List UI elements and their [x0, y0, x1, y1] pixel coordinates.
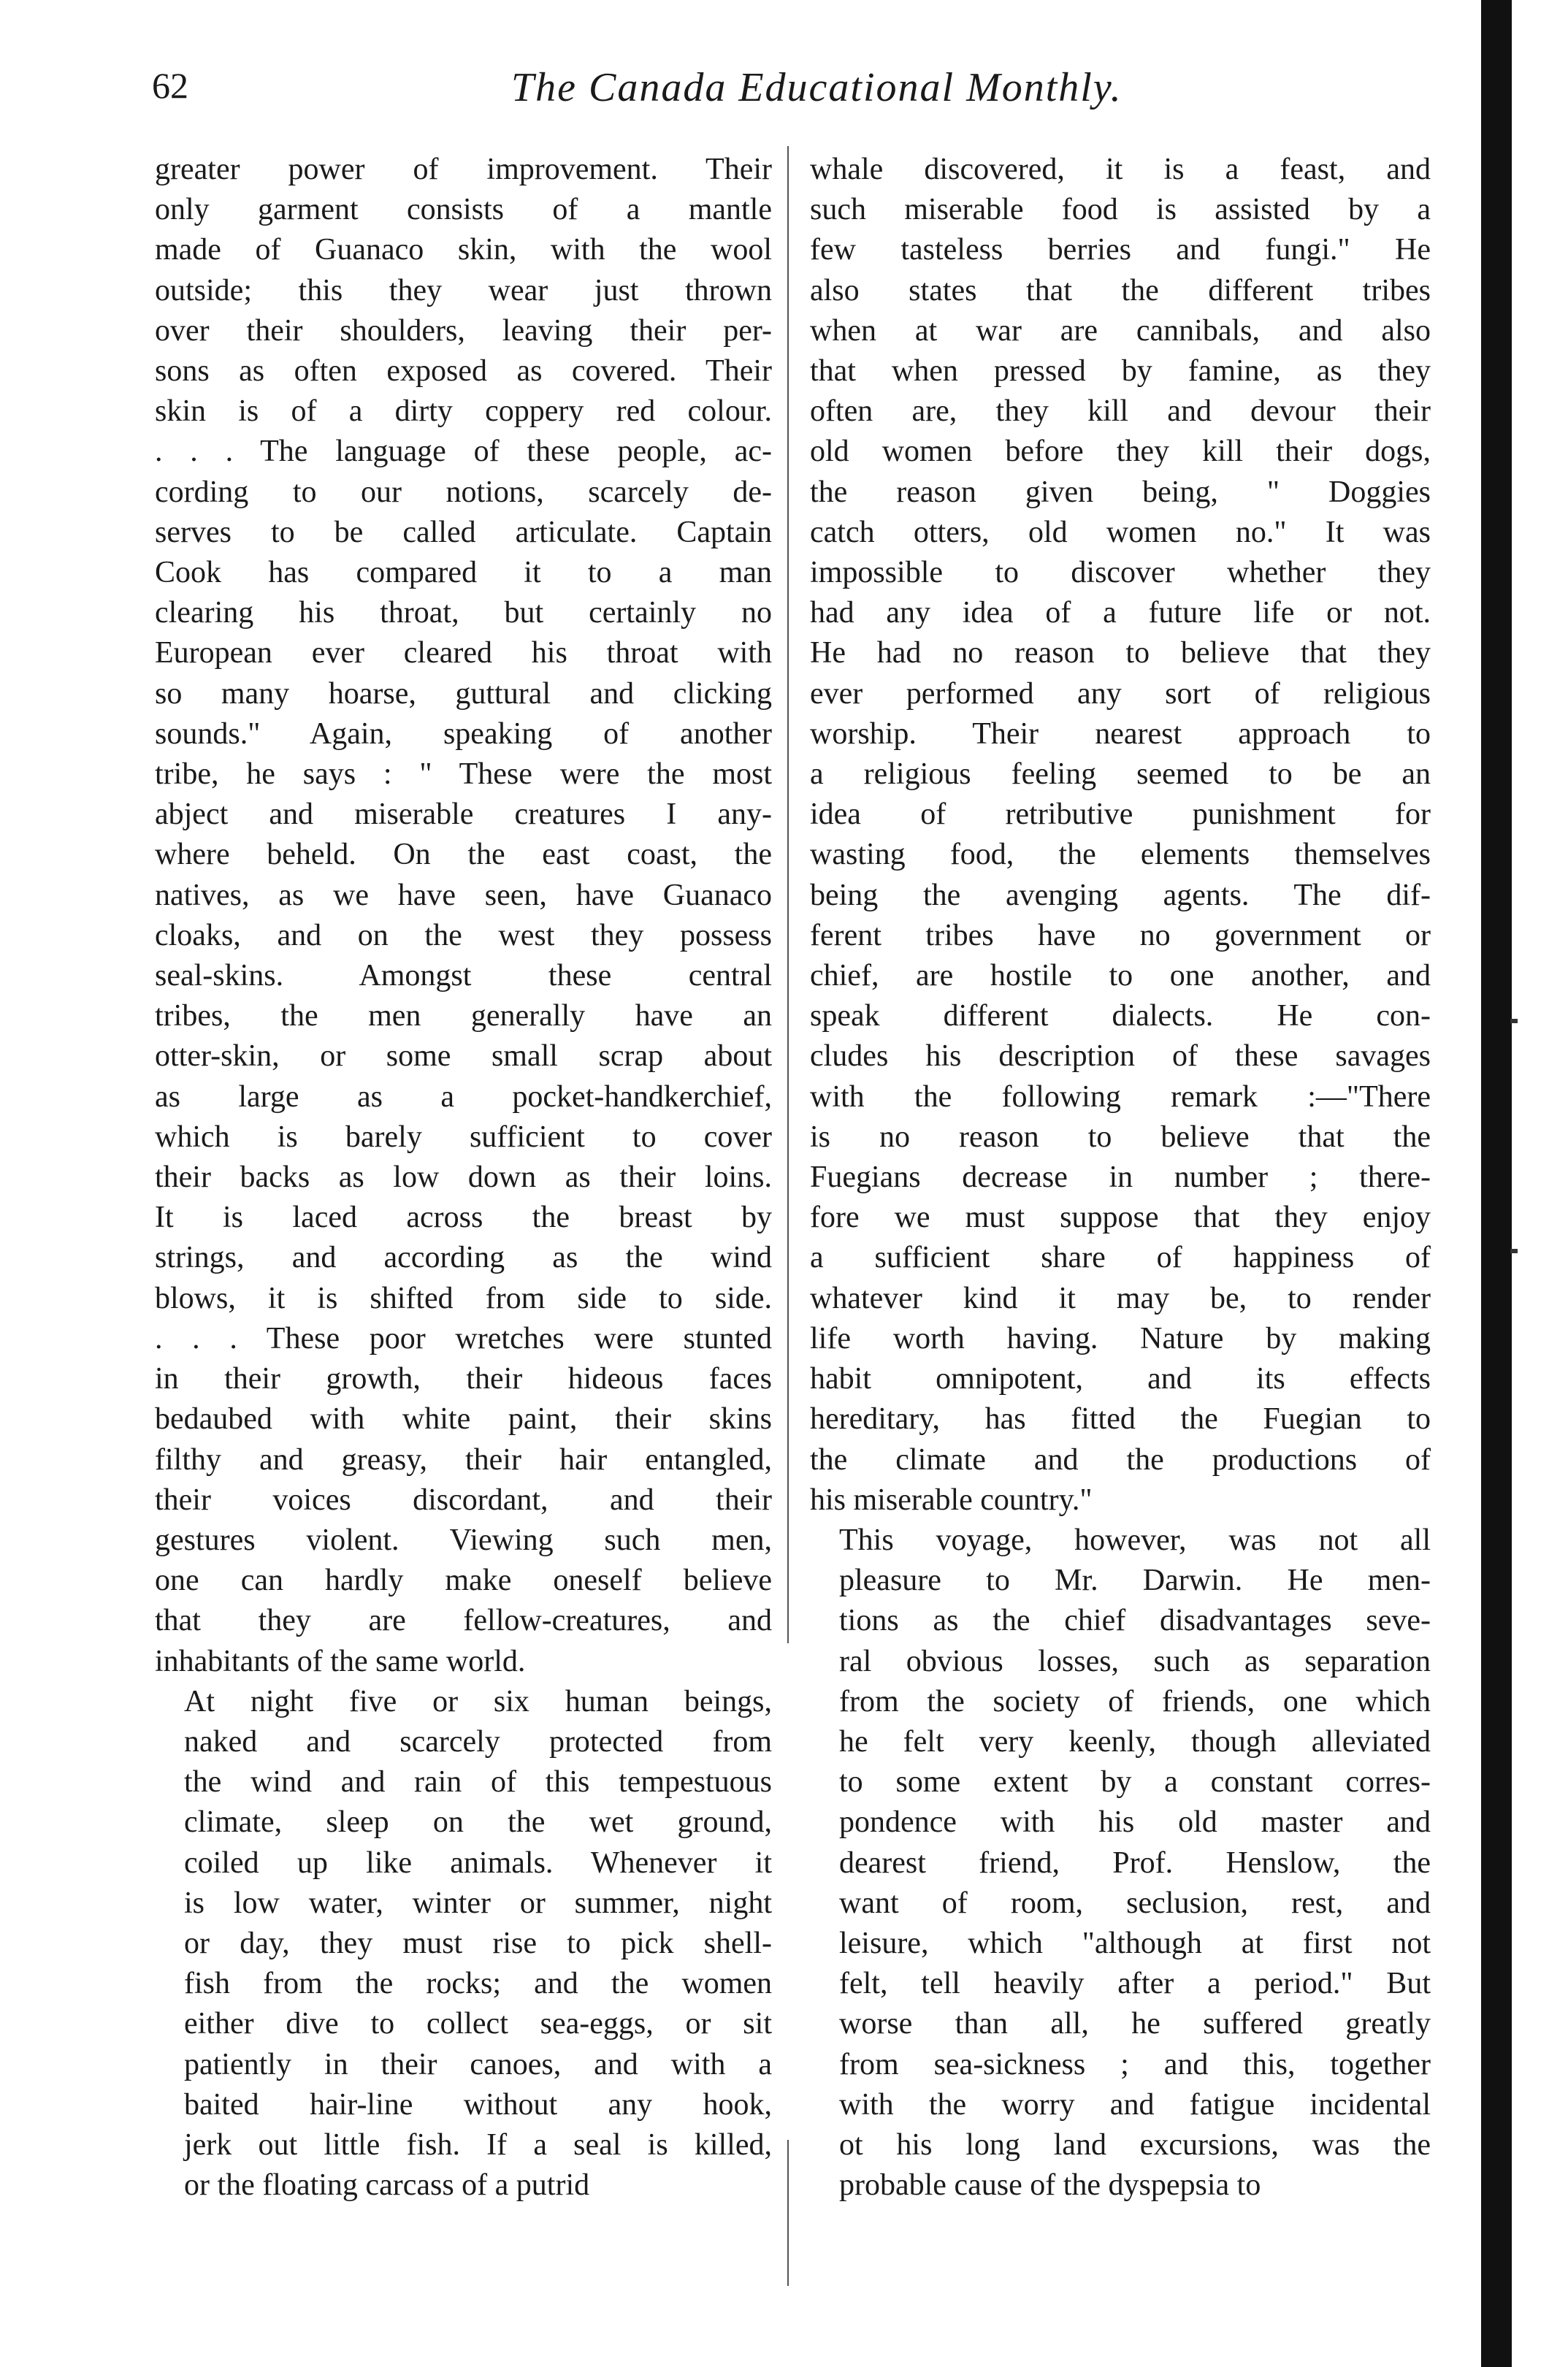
text-line: from sea-sickness ; and this, together	[839, 2047, 1431, 2081]
text-line: which is barely sufficient to cover	[155, 1120, 772, 1154]
text-line: is low water, winter or summer, night	[184, 1886, 772, 1920]
text-line: tribes, the men generally have an	[155, 999, 772, 1033]
text-line: his miserable country."	[810, 1483, 1093, 1517]
text-line: their backs as low down as their loins.	[155, 1160, 772, 1195]
text-line: being the avenging agents. The dif-	[810, 878, 1431, 912]
text-line: want of room, seclusion, rest, and	[839, 1886, 1431, 1920]
text-line: dearest friend, Prof. Henslow, the	[839, 1846, 1431, 1880]
text-line: made of Guanaco skin, with the wool	[155, 233, 772, 267]
text-line: It is laced across the breast by	[155, 1201, 772, 1235]
text-line: with the following remark :—"There	[810, 1079, 1431, 1114]
text-line: filthy and greasy, their hair entangled,	[155, 1442, 772, 1477]
left-paragraph-1	[155, 150, 772, 1682]
text-line: This voyage, however, was not all	[839, 1523, 1431, 1557]
text-line: . . . These poor wretches were stunted	[155, 1321, 772, 1355]
text-line: tions as the chief disadvantages seve-	[839, 1604, 1431, 1638]
text-line: or day, they must rise to pick shell-	[184, 1926, 772, 1960]
text-line: serves to be called articulate. Captain	[155, 515, 772, 549]
column-rule-upper	[787, 146, 789, 1643]
text-line: few tasteless berries and fungi." He	[810, 233, 1431, 267]
text-line: worship. Their nearest approach to	[810, 716, 1431, 751]
text-line: clearing his throat, but certainly no	[155, 596, 772, 630]
text-line: whatever kind it may be, to render	[810, 1281, 1431, 1315]
text-line: in their growth, their hideous faces	[155, 1362, 772, 1396]
text-line: fore we must suppose that they enjoy	[810, 1201, 1431, 1235]
text-line: sounds." Again, speaking of another	[155, 716, 772, 751]
text-line: the climate and the productions of	[810, 1442, 1431, 1477]
text-line: old women before they kill their dogs,	[810, 435, 1431, 469]
text-line: when at war are cannibals, and also	[810, 313, 1431, 348]
text-line: whale discovered, it is a feast, and	[810, 153, 1431, 186]
text-line: European ever cleared his throat with	[155, 636, 772, 670]
text-line: inhabitants of the same world.	[155, 1644, 526, 1678]
text-line: cloaks, and on the west they possess	[155, 918, 772, 952]
text-line: ral obvious losses, such as separation	[839, 1644, 1431, 1678]
text-line: cording to our notions, scarcely de-	[155, 475, 772, 509]
text-line: with the worry and fatigue incidental	[839, 2087, 1431, 2122]
text-line: such miserable food is assisted by a	[810, 193, 1431, 227]
text-line: from the society of friends, one which	[839, 1684, 1431, 1718]
text-line: seal-skins. Amongst these central	[155, 959, 772, 993]
text-line: coiled up like animals. Whenever it	[184, 1846, 772, 1880]
text-line: climate, sleep on the wet ground,	[184, 1805, 772, 1840]
text-line: that when pressed by famine, as they	[810, 354, 1431, 389]
scan-edge-mark	[1510, 1019, 1518, 1023]
text-line: patiently in their canoes, and with a	[184, 2047, 772, 2081]
text-line: greater power of improvement. Their	[155, 153, 772, 186]
text-line: probable cause of the dyspepsia to	[839, 2168, 1261, 2203]
text-line: is no reason to believe that the	[810, 1120, 1431, 1154]
text-line: Fuegians decrease in number ; there-	[810, 1160, 1431, 1195]
text-line: also states that the different tribes	[810, 273, 1431, 307]
right-column	[810, 150, 1431, 2206]
text-line: ot his long land excursions, was the	[839, 2127, 1431, 2162]
text-line: tribe, he says : " These were the most	[155, 757, 772, 792]
text-line: chief, are hostile to one another, and	[810, 959, 1431, 993]
text-line: Cook has compared it to a man	[155, 556, 772, 590]
running-title: The Canada Educational Monthly.	[511, 65, 1123, 110]
text-line: gestures violent. Viewing such men,	[155, 1523, 772, 1557]
text-line: wasting food, the elements themselves	[810, 838, 1431, 872]
text-line: leisure, which "although at first not	[839, 1926, 1431, 1960]
text-line: naked and scarcely protected from	[184, 1724, 772, 1759]
text-line: jerk out little fish. If a seal is killed,	[184, 2127, 772, 2162]
text-line: natives, as we have seen, have Guanaco	[155, 878, 772, 912]
text-line: speak different dialects. He con-	[810, 999, 1431, 1033]
text-line: or the floating carcass of a putrid	[184, 2168, 590, 2203]
text-line: that they are fellow-creatures, and	[155, 1604, 772, 1638]
text-line: At night five or six human beings,	[184, 1684, 772, 1718]
text-line: abject and miserable creatures I any-	[155, 798, 772, 832]
text-line: blows, it is shifted from side to side.	[155, 1281, 772, 1315]
text-line: ever performed any sort of religious	[810, 676, 1431, 711]
text-line: He had no reason to believe that they	[810, 636, 1431, 670]
text-line: often are, they kill and devour their	[810, 394, 1431, 429]
text-line: worse than all, he suffered greatly	[839, 2007, 1431, 2041]
text-line: so many hoarse, guttural and clicking	[155, 676, 772, 711]
text-line: ferent tribes have no government or	[810, 918, 1431, 952]
running-header	[0, 64, 1568, 123]
text-line: pleasure to Mr. Darwin. He men-	[839, 1564, 1431, 1598]
column-rule-lower	[787, 2140, 789, 2286]
text-line: a religious feeling seemed to be an	[810, 757, 1431, 792]
text-line: only garment consists of a mantle	[155, 193, 772, 227]
text-line: one can hardly make oneself believe	[155, 1564, 772, 1598]
text-line: impossible to discover whether they	[810, 556, 1431, 590]
page-number: 62	[152, 65, 188, 106]
text-line: fish from the rocks; and the women	[184, 1967, 772, 2001]
text-line: as large as a pocket-handkerchief,	[155, 1079, 772, 1114]
text-line: habit omnipotent, and its effects	[810, 1362, 1431, 1396]
text-line: baited hair-line without any hook,	[184, 2087, 772, 2122]
text-line: pondence with his old master and	[839, 1805, 1431, 1840]
text-line: sons as often exposed as covered. Their	[155, 354, 772, 389]
text-line: outside; this they wear just thrown	[155, 273, 772, 307]
text-line: where beheld. On the east coast, the	[155, 838, 772, 872]
text-line: strings, and according as the wind	[155, 1241, 772, 1275]
text-line: their voices discordant, and their	[155, 1483, 772, 1517]
text-line: either dive to collect sea-eggs, or sit	[184, 2007, 772, 2041]
text-line: felt, tell heavily after a period." But	[839, 1967, 1431, 2001]
text-line: otter-skin, or some small scrap about	[155, 1039, 772, 1074]
text-line: the reason given being, " Doggies	[810, 475, 1431, 509]
text-line: he felt very keenly, though alleviated	[839, 1724, 1431, 1759]
scan-edge-bar	[1481, 0, 1512, 2367]
right-paragraph-2	[810, 1521, 1431, 2206]
text-line: to some extent by a constant corres-	[839, 1765, 1431, 1800]
left-column	[155, 150, 772, 2206]
text-line: skin is of a dirty coppery red colour.	[155, 394, 772, 429]
text-line: the wind and rain of this tempestuous	[184, 1765, 772, 1800]
text-line: over their shoulders, leaving their per-	[155, 313, 772, 348]
text-line: cludes his description of these savages	[810, 1039, 1431, 1074]
text-line: had any idea of a future life or not.	[810, 596, 1431, 630]
text-line: a sufficient share of happiness of	[810, 1241, 1431, 1275]
scan-edge-mark	[1510, 1249, 1518, 1253]
text-line: . . . The language of these people, ac-	[155, 435, 772, 469]
text-line: idea of retributive punishment for	[810, 798, 1431, 832]
text-line: bedaubed with white paint, their skins	[155, 1402, 772, 1437]
left-paragraph-2	[155, 1682, 772, 2206]
right-paragraph-1	[810, 150, 1431, 1521]
text-line: catch otters, old women no." It was	[810, 515, 1431, 549]
text-line: life worth having. Nature by making	[810, 1321, 1431, 1355]
text-line: hereditary, has fitted the Fuegian to	[810, 1402, 1431, 1437]
